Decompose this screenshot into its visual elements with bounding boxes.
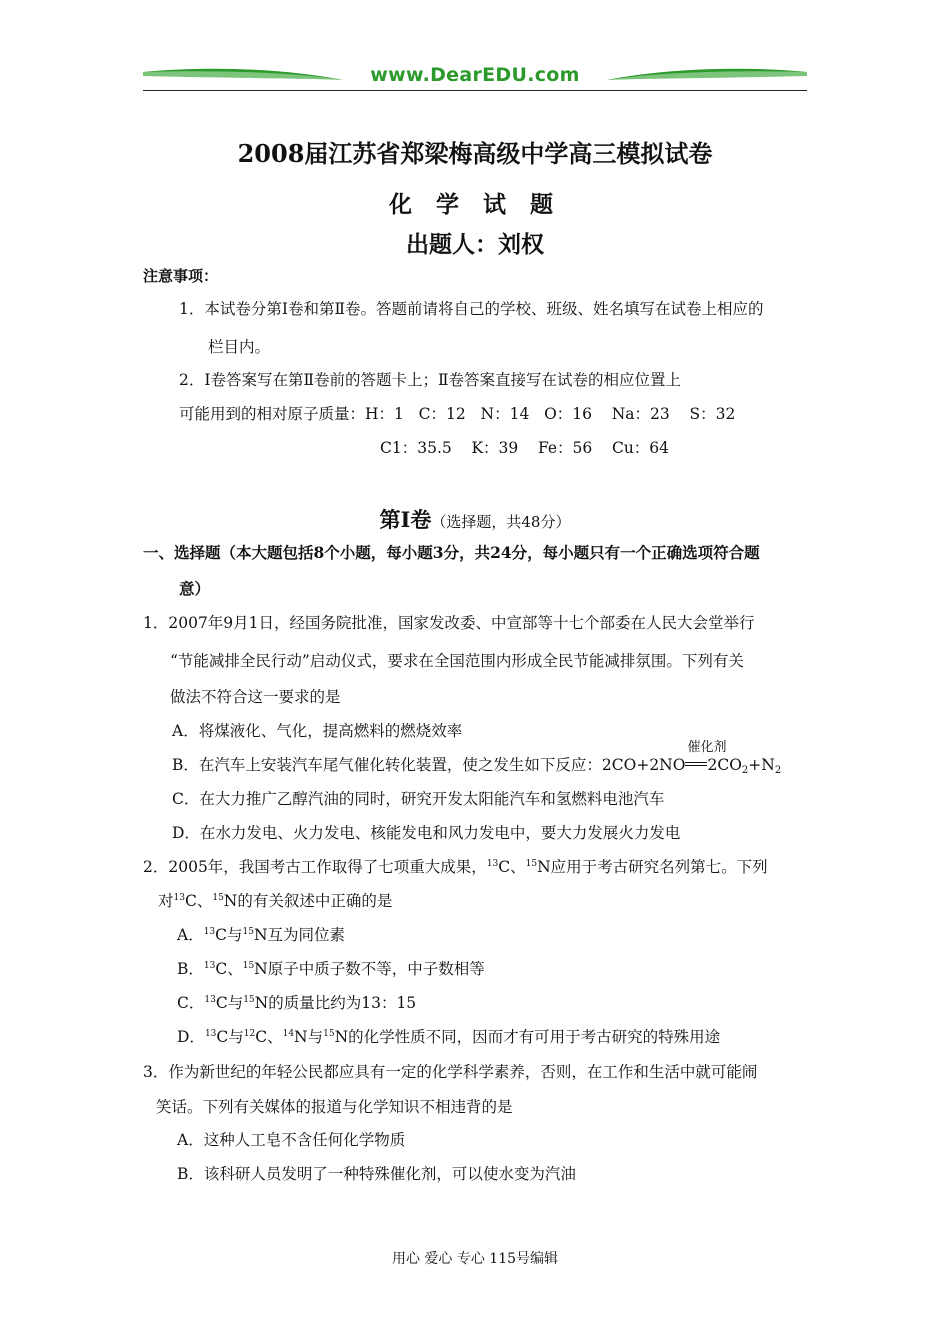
q1-stem-cont-2: 做法不符合这一要求的是 (170, 688, 341, 706)
mass-number: 15 (242, 961, 255, 971)
q1-option-c: C．在大力推广乙醇汽油的同时，研究开发太阳能汽车和氢燃料电池汽车 (172, 790, 665, 808)
option-text: C与 (215, 994, 244, 1012)
q3-stem: 3．作为新世纪的年轻公民都应具有一定的化学科学素养，否则，在工作和生活中就可能闹 (143, 1063, 758, 1081)
q2-option-a (177, 925, 345, 945)
section-subtitle: （选择题，共48分） (431, 513, 571, 531)
option-label: A． (177, 926, 204, 944)
mass-number: 15 (243, 995, 255, 1005)
mass-number: 13 (204, 995, 216, 1005)
subject-title: 化 学 试 题 (388, 191, 562, 218)
q2-stem-text: N应用于考古研究名列第七。下列 (537, 858, 768, 876)
q2-stem-text: 对 (158, 892, 174, 910)
section-title: 第Ⅰ卷 (379, 507, 432, 532)
option-text: N的质量比约为13：15 (254, 994, 417, 1012)
mass-number: 13 (203, 961, 216, 971)
q3-option-a: A．这种人工皂不含任何化学物质 (177, 1131, 406, 1149)
mass-number: 13 (204, 1029, 217, 1039)
notice-heading: 注意事项： (143, 267, 219, 285)
q3-stem-cont: 笑话。下列有关媒体的报道与化学知识不相违背的是 (156, 1098, 513, 1116)
option-label: B． (177, 960, 204, 978)
option-text: N的化学性质不同，因而才有可用于考古研究的特殊用途 (334, 1028, 721, 1046)
q1-option-d: D．在水力发电、火力发电、核能发电和风力发电中，要大力发展火力发电 (172, 824, 681, 842)
option-text: C与 (216, 1028, 244, 1046)
q1-equation-product-1: 2CO (707, 756, 742, 774)
q1-stem-cont-1: “节能减排全民行动”启动仪式，要求在全国范围内形成全民节能减排氛围。下列有关 (170, 652, 744, 670)
q2-stem-text: 2．2005年，我国考古工作取得了七项重大成果， (143, 858, 487, 876)
option-text: N与 (294, 1028, 324, 1046)
mass-number: 15 (212, 893, 224, 903)
q2-stem-text: C、 (498, 858, 526, 876)
site-url: www.DearEDU.com (370, 64, 580, 86)
subscript: 2 (741, 765, 749, 776)
mass-number: 15 (242, 927, 254, 937)
exam-title: 2008届江苏省郑梁梅高级中学高三模拟试卷 (237, 139, 713, 168)
q1-equation-reactants: 2CO+2NO (601, 756, 686, 774)
q2-stem-cont (158, 891, 392, 911)
section-heading (0, 504, 950, 534)
option-label: D． (177, 1028, 205, 1046)
mass-number: 14 (282, 1029, 295, 1039)
q2-option-c (177, 993, 416, 1013)
atomic-masses-line-2: C1：35.5 K：39 Fe：56 Cu：64 (380, 439, 670, 457)
part-one-instructions-cont: 意） (179, 579, 211, 598)
mass-number: 13 (486, 859, 499, 869)
subscript: 2 (774, 765, 782, 776)
catalyst-label: 催化剂 (687, 740, 727, 755)
q2-stem-text: C、 (184, 892, 213, 910)
option-label: C． (177, 994, 205, 1012)
q1-equation-product-2: +N (748, 756, 775, 774)
q2-stem (143, 857, 768, 877)
part-one-instructions: 一、选择题（本大题包括8个小题，每小题3分，共24分，每小题只有一个正确选项符合题 (143, 543, 760, 562)
q2-option-d (177, 1027, 720, 1047)
mass-number: 12 (243, 1029, 256, 1039)
author-line: 出题人：刘权 (406, 231, 544, 258)
notice-item-1-cont: 栏目内。 (208, 338, 271, 356)
page-footer: 用心 爱心 专心 115号编辑 (391, 1251, 559, 1267)
q2-stem-text: N的有关叙述中正确的是 (223, 892, 393, 910)
option-text: N互为同位素 (253, 926, 346, 944)
option-text: C、 (215, 960, 243, 978)
header-divider (143, 90, 807, 91)
equals-sign-icon (685, 762, 707, 766)
mass-number: 15 (323, 1029, 335, 1039)
q3-option-b: B．该科研人员发明了一种特殊催化剂，可以使水变为汽油 (177, 1165, 576, 1183)
option-text: N原子中质子数不等，中子数相等 (254, 960, 485, 978)
q1-option-b (172, 740, 782, 776)
mass-number: 13 (203, 927, 216, 937)
mass-number: 15 (525, 859, 538, 869)
notice-item-2: 2．Ⅰ卷答案写在第Ⅱ卷前的答题卡上；Ⅱ卷答案直接写在试卷的相应位置上 (179, 371, 682, 389)
q1-option-a: A．将煤液化、气化，提高燃料的燃烧效率 (172, 722, 463, 740)
notice-item-1: 1．本试卷分第Ⅰ卷和第Ⅱ卷。答题前请将自己的学校、班级、姓名填写在试卷上相应的 (179, 300, 764, 318)
option-text: C、 (255, 1028, 283, 1046)
atomic-masses-line-1: 可能用到的相对原子质量：H：1 C：12 N：14 O：16 Na：23 S：32 (179, 405, 736, 423)
mass-number: 13 (173, 893, 185, 903)
q2-option-b (177, 959, 485, 979)
q1-stem: 1．2007年9月1日，经国务院批准，国家发改委、中宣部等十七个部委在人民大会堂举行 (143, 614, 755, 632)
option-text: C与 (215, 926, 243, 944)
q1-option-b-text: B．在汽车上安装汽车尾气催化转化装置，使之发生如下反应： (172, 756, 602, 774)
